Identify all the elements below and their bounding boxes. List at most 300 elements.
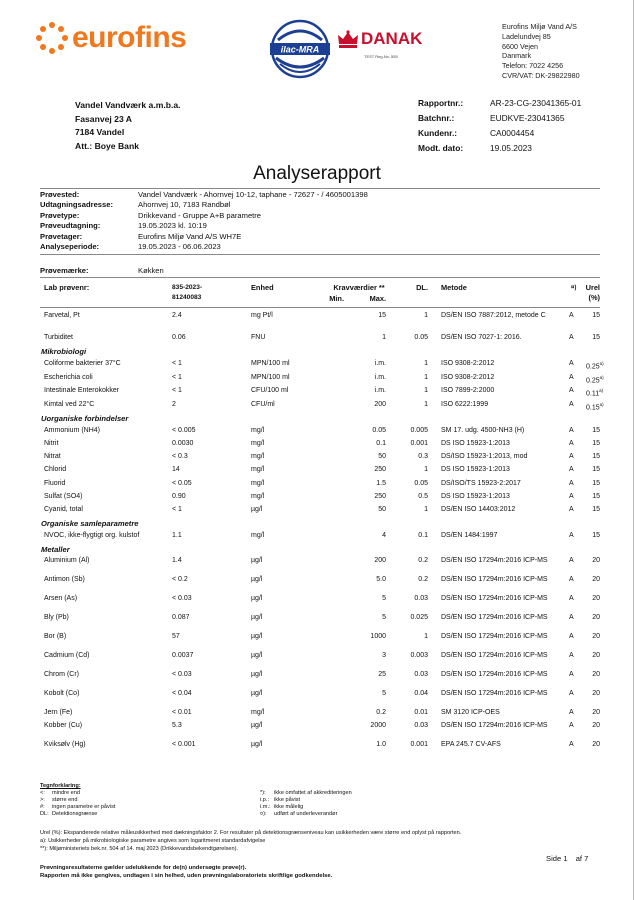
- table-row: [40, 463, 600, 476]
- accreditation-flag: A: [569, 741, 574, 749]
- result-unit: µg/l: [251, 595, 263, 603]
- method: DS/EN ISO 17294m:2016 ICP-MS: [441, 722, 548, 730]
- parameter-name: Aluminium (Al): [44, 557, 90, 565]
- uncertainty: [586, 334, 600, 343]
- detection-limit: 0.05: [414, 334, 428, 341]
- header-lab: Lab prøvenr:: [44, 283, 90, 292]
- accreditation-flag: A: [569, 671, 574, 679]
- method: SM 3120 ICP-OES: [441, 709, 500, 717]
- result-unit: MPN/100 ml: [251, 360, 290, 367]
- result-value: 0.087: [172, 614, 190, 622]
- method: SM 17. udg. 4500-NH3 (H): [441, 426, 525, 434]
- uncertainty: [586, 671, 600, 680]
- accreditation-flag: A: [569, 690, 574, 698]
- table-row: [40, 554, 600, 573]
- detection-limit: 0.2: [418, 576, 428, 584]
- method: DS/EN ISO 17294m:2016 ICP-MS: [441, 690, 548, 698]
- result-unit: µg/l: [251, 741, 263, 749]
- result-unit: CFU/ml: [251, 400, 275, 408]
- header-subcontractor: ¤): [571, 285, 577, 291]
- parameter-name: Cyanid, total: [44, 506, 83, 514]
- table-row: [40, 309, 600, 331]
- table-row: [40, 611, 600, 630]
- accreditation-flag: A: [569, 709, 574, 717]
- accreditation-flag: A: [569, 492, 574, 500]
- result-unit: mg Pt/l: [251, 312, 273, 319]
- report-notes: Urel (%): Ekspanderede relative måleusikkerhed med dækningsfaktor 2. For resultater på detektionsgrænseniveau kan usikkerheden være større end oplyst på rapporten. a): Usikkerheder på mikrobiologiske parametre angives som logaritmeret standardafvigelse **): Miljøministeriets bek.nr. 504 af 14. maj 2023 (Drikkevandsbekendtgørelsen).: [40, 830, 462, 852]
- limit-max: 50: [378, 453, 386, 461]
- detection-limit: 0.025: [410, 614, 428, 622]
- parameter-name: Escherichia coli: [44, 373, 93, 381]
- parameter-name: Bly (Pb): [44, 614, 69, 622]
- uncertainty-value: 0.25: [586, 376, 600, 384]
- table-row: [40, 706, 600, 719]
- uncertainty-value: 20: [592, 595, 600, 603]
- parameter-name: Arsen (As): [44, 595, 78, 603]
- method: ISO 7899-2:2000: [441, 387, 495, 394]
- limit-max: 5: [382, 614, 386, 622]
- legend-item: DL: Detektionsgrænse: [40, 811, 98, 817]
- method: DS/EN 1484:1997: [441, 532, 498, 540]
- detection-limit: 0.05: [414, 479, 428, 487]
- result-unit: mg/l: [251, 453, 265, 461]
- uncertainty-value: 0.15: [586, 403, 600, 411]
- legend-item: #: ingen parametre er påvist: [40, 804, 116, 810]
- ilac-text: ilac-MRA: [280, 44, 320, 55]
- danak-wordmark: DANAK: [361, 29, 423, 48]
- method: DS/EN ISO 17294m:2016 ICP-MS: [441, 633, 548, 641]
- accreditation-flag: A: [569, 614, 574, 622]
- legend-item: >: større end: [40, 797, 78, 803]
- parameter-name: Nitrat: [44, 453, 61, 461]
- table-row: [40, 529, 600, 543]
- ilac-mra-logo-icon: [268, 18, 332, 80]
- uncertainty: [586, 595, 600, 604]
- uncertainty-value: 20: [592, 557, 600, 565]
- uncertainty-value: 15: [592, 466, 600, 474]
- result-value: < 0.3: [172, 453, 188, 461]
- method: DS ISO 15923-1:2013: [441, 466, 510, 474]
- result-value: < 1: [172, 506, 182, 514]
- result-value: 0.90: [172, 492, 186, 500]
- accreditation-flag: A: [569, 557, 574, 565]
- method: DS/EN ISO 17294m:2016 ICP-MS: [441, 671, 548, 679]
- limit-max: 5: [382, 690, 386, 698]
- detection-limit: 1: [424, 387, 428, 394]
- uncertainty-value: 15: [592, 506, 600, 514]
- result-unit: µg/l: [251, 652, 263, 660]
- sample-label-row: Prøvemærke: Køkken: [40, 266, 600, 278]
- uncertainty-value: 20: [592, 614, 600, 622]
- result-value: < 0.03: [172, 595, 192, 603]
- table-row: [40, 450, 600, 463]
- limit-max: 15: [378, 312, 386, 319]
- method: DS/EN ISO 17294m:2016 ICP-MS: [441, 595, 548, 603]
- header-sample-id: 835-2023- 81240083: [172, 284, 203, 301]
- accreditation-flag: A: [569, 312, 574, 319]
- recipient-address: Vandel Vandværk a.m.b.a. Fasanvej 23 A 7184 Vandel Att.: Boye Bank: [75, 100, 181, 151]
- table-row: [40, 687, 600, 706]
- method: DS/ISO 15923-1:2013, mod: [441, 453, 528, 461]
- table-row: [40, 384, 604, 398]
- crown-icon: [337, 30, 359, 50]
- results-table-body: [40, 309, 604, 751]
- result-value: 57: [172, 633, 180, 641]
- result-unit: µg/l: [251, 506, 263, 514]
- parameter-name: Bor (B): [44, 633, 67, 641]
- header-max: Max.: [369, 294, 386, 303]
- uncertainty: [586, 427, 600, 436]
- detection-limit: 0.01: [414, 709, 428, 717]
- parameter-name: Sulfat (SO4): [44, 492, 83, 500]
- header-method: Metode: [441, 283, 467, 292]
- danak-reg-no: TEST Reg.No. 555: [364, 54, 398, 59]
- page-number: Side 1 af 7: [546, 854, 589, 863]
- result-value: < 0.01: [172, 709, 192, 717]
- result-value: < 0.05: [172, 479, 192, 487]
- uncertainty-footnote: a): [599, 401, 604, 407]
- uncertainty-value: 15: [592, 334, 600, 341]
- danak-logo: [337, 30, 422, 50]
- uncertainty: [586, 722, 600, 731]
- parameter-name: Nitrit: [44, 439, 59, 447]
- limit-max: 1.0: [376, 741, 386, 749]
- parameter-name: Chrom (Cr): [44, 671, 79, 679]
- page-title: Analyserapport: [253, 163, 381, 184]
- limit-max: 50: [378, 506, 386, 514]
- limit-max: 2000: [370, 722, 386, 730]
- method: DS/EN ISO 17294m:2016 ICP-MS: [441, 652, 548, 660]
- uncertainty-value: 15: [592, 532, 600, 540]
- uncertainty: [586, 466, 600, 475]
- uncertainty: [586, 633, 600, 642]
- header-krav: Kravværdier **: [333, 283, 385, 292]
- accreditation-flag: A: [569, 506, 574, 514]
- meta-received-date: Modt. dato: 19.05.2023: [418, 143, 532, 153]
- section-heading: [40, 412, 600, 424]
- detection-limit: 1: [424, 312, 428, 319]
- result-value: 0.0037: [172, 652, 194, 660]
- result-value: < 0.2: [172, 576, 188, 584]
- result-value: 0.06: [172, 334, 186, 341]
- result-value: 5.3: [172, 722, 182, 730]
- method: ISO 6222:1999: [441, 400, 489, 408]
- result-value: 2: [172, 400, 176, 408]
- table-row: [40, 437, 600, 450]
- detection-limit: 0.03: [414, 671, 428, 679]
- limit-max: 1.5: [376, 479, 386, 487]
- result-value: < 0.04: [172, 690, 192, 698]
- uncertainty-value: 15: [592, 426, 600, 434]
- header-unit: Enhed: [251, 283, 274, 292]
- legend: [40, 783, 600, 818]
- result-unit: mg/l: [251, 466, 265, 474]
- accreditation-flag: A: [569, 360, 574, 367]
- uncertainty: [586, 493, 600, 502]
- results-table-header: [40, 281, 600, 308]
- header-uncertainty: Urel (%): [585, 283, 600, 302]
- method: DS/ISO/TS 15923-2:2017: [441, 479, 521, 487]
- sample-info: [40, 188, 600, 255]
- uncertainty: [586, 453, 600, 462]
- info-row: Udtagningsadresse: Ahornvej 10, 7183 Randbøl: [40, 200, 231, 210]
- table-row: [40, 719, 600, 738]
- report-meta: [418, 96, 581, 156]
- table-row: [40, 592, 600, 611]
- table-row: [40, 503, 600, 517]
- uncertainty-value: 20: [592, 741, 600, 749]
- table-row: [40, 371, 604, 385]
- result-unit: mg/l: [251, 439, 265, 447]
- meta-report-number: Rapportnr.: AR-23-CG-23041365-01: [418, 98, 582, 108]
- detection-limit: 0.03: [414, 595, 428, 603]
- detection-limit: 1: [424, 360, 428, 367]
- result-unit: µg/l: [251, 671, 263, 679]
- accreditation-flag: A: [569, 373, 574, 381]
- meta-customer-number: Kundenr.: CA0004454: [418, 128, 535, 138]
- table-row: [40, 331, 600, 345]
- info-row: Analyseperiode: 19.05.2023 - 06.06.2023: [40, 242, 221, 252]
- legend-item: i.m.: ikke målelig: [260, 804, 304, 810]
- result-unit: µg/l: [251, 633, 263, 641]
- limit-max: 0.05: [372, 426, 386, 434]
- uncertainty: [586, 532, 600, 541]
- table-row: [40, 573, 600, 592]
- detection-limit: 1: [424, 506, 428, 514]
- limit-max: 0.1: [376, 439, 386, 447]
- result-unit: mg/l: [251, 479, 265, 487]
- accreditation-flag: A: [569, 633, 574, 641]
- limit-max: 1: [382, 334, 386, 341]
- limit-max: 250: [374, 466, 386, 474]
- eurofins-logo: [36, 22, 186, 54]
- section-title: Metaller: [41, 545, 70, 555]
- accreditation-flag: A: [569, 532, 574, 540]
- result-value: < 1: [172, 387, 182, 394]
- legend-title: Tegnforklaring:: [40, 783, 81, 789]
- parameter-name: Kviksølv (Hg): [44, 741, 86, 749]
- method: DS ISO 15923-1:2013: [441, 439, 510, 447]
- accreditation-flag: A: [569, 426, 574, 434]
- limit-max: 4: [382, 532, 386, 540]
- section-title: Uorganiske forbindelser: [41, 413, 129, 423]
- section-heading: [40, 345, 600, 357]
- method: ISO 9308-2:2012: [441, 360, 495, 367]
- result-value: 0.0030: [172, 439, 194, 447]
- eurofins-dots-icon: [36, 22, 68, 54]
- limit-max: 1000: [370, 633, 386, 641]
- lab-address: Eurofins Miljø Vand A/S Ladelundvej 85 6600 Vejen Danmark Telefon: 7022 4256 CVR/VAT: DK-29822980: [502, 22, 580, 80]
- table-row: [40, 477, 600, 490]
- result-unit: µg/l: [251, 614, 263, 622]
- uncertainty: [586, 312, 600, 321]
- parameter-name: Kimtal ved 22°C: [44, 400, 95, 408]
- uncertainty-value: 20: [592, 652, 600, 660]
- uncertainty-value: 20: [592, 576, 600, 584]
- uncertainty-value: 15: [592, 492, 600, 500]
- header-dl: DL.: [416, 283, 428, 292]
- method: DS/EN ISO 17294m:2016 ICP-MS: [441, 614, 548, 622]
- method: DS/EN ISO 7027-1: 2016.: [441, 334, 522, 341]
- method: DS/EN ISO 17294m:2016 ICP-MS: [441, 576, 548, 584]
- eurofins-wordmark: eurofins: [72, 21, 187, 54]
- uncertainty: [586, 741, 600, 750]
- accreditation-flag: A: [569, 576, 574, 584]
- limit-max: 200: [374, 400, 386, 408]
- method: DS/EN ISO 17294m:2016 ICP-MS: [441, 557, 548, 565]
- result-value: 2.4: [172, 312, 182, 319]
- accreditation-flag: A: [569, 439, 574, 447]
- accreditation-flag: A: [569, 595, 574, 603]
- accreditation-flag: A: [569, 466, 574, 474]
- result-value: < 0.03: [172, 671, 192, 679]
- result-value: < 1: [172, 373, 182, 381]
- uncertainty-value: 20: [592, 690, 600, 698]
- result-unit: mg/l: [251, 532, 265, 540]
- detection-limit: 0.03: [414, 722, 428, 730]
- result-unit: mg/l: [251, 426, 265, 434]
- result-unit: µg/l: [251, 557, 263, 565]
- table-row: [40, 424, 600, 437]
- detection-limit: 1: [424, 373, 428, 381]
- uncertainty-value: 15: [592, 439, 600, 447]
- method: DS ISO 15923-1:2013: [441, 492, 510, 500]
- limit-max: 200: [374, 557, 386, 565]
- method: ISO 9308-2:2012: [441, 373, 495, 381]
- uncertainty: [586, 506, 600, 515]
- limit-max: 3: [382, 652, 386, 660]
- uncertainty-footnote: a): [599, 374, 604, 380]
- report-footer: Prøvningsresultaterne gælder udelukkende for de(n) undersøgte prøve(r). Rapporten må ikke gengives, undtagen i sin helhed, uden prøvningslaboratoriets skriftlige godkendelse.: [40, 865, 333, 880]
- parameter-name: Farvetal, Pt: [44, 312, 80, 319]
- result-value: 1.4: [172, 557, 182, 565]
- uncertainty-value: 0.25: [586, 363, 600, 371]
- legend-column-2: [260, 790, 352, 818]
- limit-max: i.m.: [374, 360, 386, 367]
- legend-item: *): ikke omfattet af akkrediteringen: [260, 790, 352, 796]
- result-unit: MPN/100 ml: [251, 373, 290, 381]
- legend-item: i.p.: ikke påvist: [260, 797, 301, 803]
- table-row: [40, 490, 600, 503]
- detection-limit: 0.3: [418, 453, 428, 461]
- legend-column-1: [40, 790, 260, 818]
- parameter-name: Chlorid: [44, 466, 67, 474]
- parameter-name: Kobolt (Co): [44, 690, 80, 698]
- result-value: < 0.001: [172, 741, 196, 749]
- detection-limit: 0.5: [418, 492, 428, 500]
- section-title: Mikrobiologi: [41, 347, 87, 356]
- section-title: Organiske samleparametre: [41, 519, 139, 529]
- uncertainty-footnote: a): [599, 388, 604, 393]
- result-unit: µg/l: [251, 722, 263, 730]
- detection-limit: 1: [424, 466, 428, 474]
- accreditation-flag: A: [569, 652, 574, 660]
- table-row: [40, 630, 600, 649]
- uncertainty: [586, 557, 600, 566]
- legend-item: <: mindre end: [40, 790, 80, 796]
- table-row: [40, 668, 600, 687]
- limit-max: i.m.: [374, 387, 386, 394]
- limit-max: i.m.: [374, 373, 386, 381]
- result-unit: mg/l: [251, 709, 265, 717]
- parameter-name: Intestinale Enterokokker: [44, 387, 120, 394]
- uncertainty-value: 20: [592, 633, 600, 641]
- accreditation-flag: A: [569, 400, 574, 408]
- detection-limit: 0.003: [410, 652, 428, 660]
- parameter-name: Jern (Fe): [44, 709, 73, 717]
- info-row: Prøvetager: Eurofins Miljø Vand A/S WH7E: [40, 231, 242, 241]
- header-min: Min.: [329, 294, 344, 303]
- uncertainty-footnote: a): [599, 361, 604, 366]
- detection-limit: 0.04: [414, 690, 428, 698]
- section-heading: [40, 543, 600, 554]
- detection-limit: 0.005: [410, 426, 428, 434]
- limit-max: 5.0: [376, 576, 386, 584]
- uncertainty: [586, 652, 600, 661]
- info-row: Prøvested: Vandel Vandværk - Ahornvej 10-12, taphane - 72627 - / 4605001398: [40, 190, 368, 199]
- result-unit: CFU/100 ml: [251, 387, 289, 394]
- limit-max: 5: [382, 595, 386, 603]
- parameter-name: Cadmium (Cd): [44, 652, 90, 660]
- uncertainty: [586, 480, 600, 489]
- section-heading: [40, 517, 600, 529]
- result-value: < 0.005: [172, 426, 196, 434]
- detection-limit: 0.2: [418, 557, 428, 565]
- parameter-name: Antimon (Sb): [44, 576, 85, 584]
- table-row: [40, 357, 604, 371]
- result-unit: µg/l: [251, 690, 263, 698]
- accreditation-flag: A: [569, 479, 574, 487]
- uncertainty: [586, 614, 600, 623]
- result-unit: µg/l: [251, 576, 263, 584]
- uncertainty-value: 15: [592, 312, 600, 319]
- uncertainty: [586, 709, 600, 718]
- uncertainty-value: 0.11: [586, 390, 600, 398]
- detection-limit: 0.001: [410, 741, 428, 749]
- parameter-name: NVOC, ikke-flygtigt org. kulstof: [44, 532, 140, 540]
- parameter-name: Turbiditet: [44, 334, 73, 341]
- result-value: 1.1: [172, 532, 182, 540]
- accreditation-flag: A: [569, 387, 574, 394]
- method: DS/EN ISO 14403:2012: [441, 506, 516, 514]
- uncertainty-value: 20: [592, 671, 600, 679]
- accreditation-flag: A: [569, 334, 574, 341]
- uncertainty-value: 15: [592, 453, 600, 461]
- info-row: Prøvetype: Drikkevand - Gruppe A+B parametre: [40, 210, 262, 220]
- detection-limit: 0.001: [410, 439, 428, 447]
- result-unit: FNU: [251, 334, 266, 341]
- parameter-name: Ammonium (NH4): [44, 426, 101, 434]
- table-row: [40, 738, 600, 751]
- parameter-name: Fluorid: [44, 479, 66, 487]
- method: DS/EN ISO 7887:2012, metode C: [441, 312, 546, 319]
- limit-max: 25: [378, 671, 386, 679]
- parameter-name: Kobber (Cu): [44, 722, 83, 730]
- table-row: [40, 398, 604, 412]
- uncertainty: [586, 576, 600, 585]
- uncertainty: [586, 440, 600, 449]
- accreditation-flag: A: [569, 453, 574, 461]
- detection-limit: 1: [424, 633, 428, 641]
- result-value: 14: [172, 466, 180, 474]
- uncertainty-value: 15: [592, 479, 600, 487]
- detection-limit: 0.1: [418, 532, 428, 540]
- method: EPA 245.7 CV-AFS: [441, 741, 501, 749]
- uncertainty-value: 20: [592, 722, 600, 730]
- legend-item: ¤): udført af underleverandør: [260, 811, 338, 817]
- result-value: < 1: [172, 360, 182, 367]
- parameter-name: Coliforme bakterier 37°C: [44, 360, 121, 367]
